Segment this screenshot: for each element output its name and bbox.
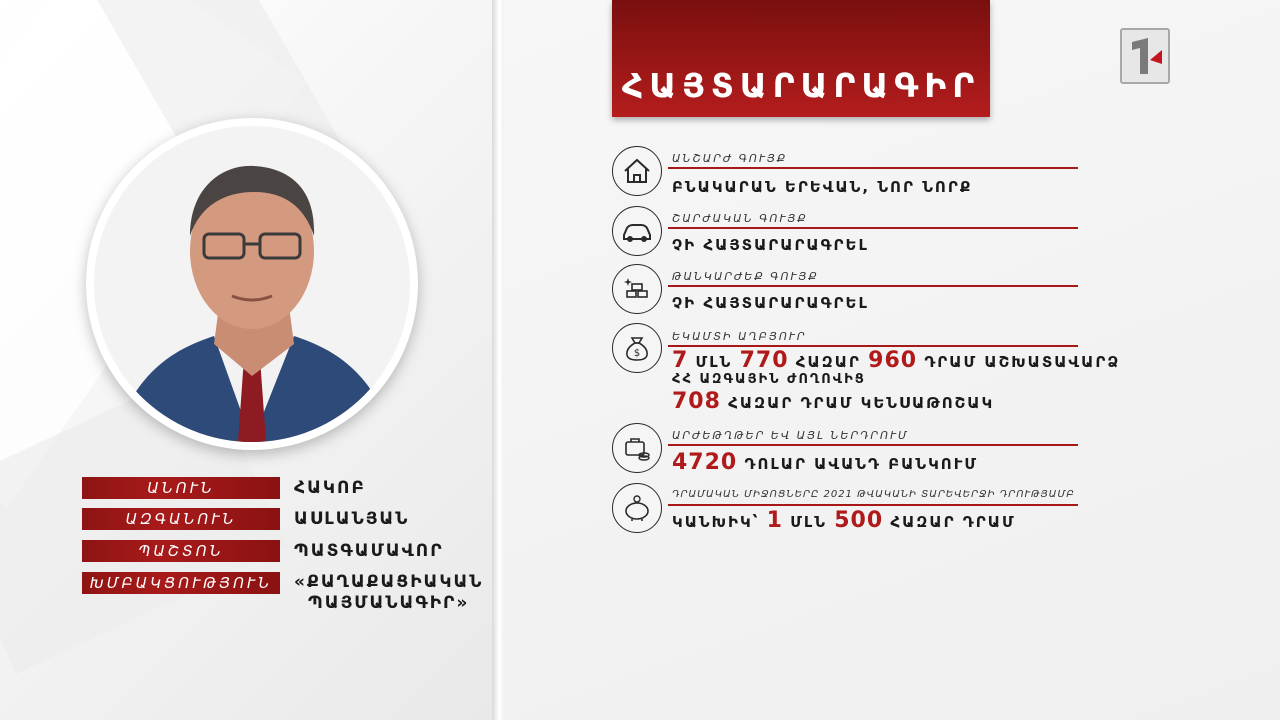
header-bar xyxy=(612,0,990,117)
cash-number: 500 xyxy=(834,508,884,533)
house-icon xyxy=(612,146,662,196)
page-title: ՀԱՅՏԱՐԱՐԱԳԻՐ xyxy=(621,66,981,105)
securities-label: ԱՐԺԵԹՂԹԵՐ ԵՎ ԱՅԼ ՆԵՐԴՐՈՒՄ xyxy=(672,429,909,442)
cash-text: ՀԱԶԱՐ ԴՐԱՄ xyxy=(890,513,1016,531)
briefcase-coins-icon xyxy=(612,423,662,473)
income-text: ԴՐԱՄ ԱՇԽԱՏԱՎԱՐՁ xyxy=(924,353,1121,371)
surname-value: ԱՍԼԱՆՅԱՆ xyxy=(294,509,410,529)
realestate-value: ԲՆԱԿԱՐԱՆ ԵՐԵՎԱՆ, ՆՈՐ ՆՈՐՔ xyxy=(672,178,973,196)
surname-label: ԱԶԳԱՆՈՒՆ xyxy=(82,508,280,530)
movable-label: ՇԱՐԺԱԿԱՆ ԳՈՒՅՔ xyxy=(672,212,808,225)
realestate-label: ԱՆՇԱՐԺ ԳՈՒՅՔ xyxy=(672,152,788,165)
income-line2: ՀՀ ԱԶԳԱՅԻՆ ԺՈՂՈՎԻՑ xyxy=(672,372,866,387)
income-number: 708 xyxy=(672,389,721,414)
cash-number: 1 xyxy=(766,508,783,533)
income-label: ԵԿԱՄՏԻ ԱՂԲՅՈՒՐ xyxy=(672,330,807,343)
securities-text: ԴՈԼԱՐ ԱՎԱՆԴ ԲԱՆԿՈՒՄ xyxy=(744,455,979,473)
faction-value-line1: «ՔԱՂԱՔԱՑԻԱԿԱՆ xyxy=(294,572,484,592)
money-bag-icon xyxy=(612,323,662,373)
income-number: 770 xyxy=(739,348,789,373)
cash-text: ԿԱՆԽԻԿ՝ xyxy=(672,513,760,531)
income-line1 xyxy=(672,348,1120,373)
faction-label: ԽՄԲԱԿՑՈՒԹՅՈՒՆ xyxy=(82,572,280,594)
car-icon xyxy=(612,206,662,256)
valuables-value: ՉԻ ՀԱՅՏԱՐԱՐԱԳՐԵԼ xyxy=(672,294,869,312)
income-text: ՀԱԶԱՐ ԴՐԱՄ ԿԵՆՍԱԹՈՇԱԿ xyxy=(728,394,995,412)
position-label: ՊԱՇՏՈՆ xyxy=(82,540,280,562)
faction-value xyxy=(294,572,514,614)
valuables-label: ԹԱՆԿԱՐԺԵՔ ԳՈՒՅՔ xyxy=(672,270,819,283)
cash-text: ՄԼՆ xyxy=(790,513,828,531)
svg-text:$: $ xyxy=(633,348,641,359)
portrait-photo xyxy=(94,126,410,442)
income-line3 xyxy=(672,389,994,414)
piggy-bank-icon xyxy=(612,483,662,533)
channel-logo xyxy=(1120,28,1170,84)
divider-line xyxy=(668,167,1078,169)
portrait-frame xyxy=(86,118,418,450)
position-value: ՊԱՏԳԱՄԱՎՈՐ xyxy=(294,541,444,561)
divider-line xyxy=(668,227,1078,229)
cash-label: ԴՐԱՄԱԿԱՆ ՄԻՋՈՑՆԵՐԸ 2021 ԹՎԱԿԱՆԻ ՏԱՐԵՎԵՐՋԻ ԴՐՈՒԹՅԱՄԲ xyxy=(672,489,1075,500)
income-number: 960 xyxy=(868,348,918,373)
faction-value-line2: ՊԱՅՄԱՆԱԳԻՐ» xyxy=(308,593,470,613)
cash-value xyxy=(672,508,1016,533)
name-label: ԱՆՈՒՆ xyxy=(82,477,280,499)
name-value: ՀԱԿՈԲ xyxy=(294,478,366,498)
divider-line xyxy=(668,444,1078,446)
divider-line xyxy=(668,504,1078,506)
movable-value: ՉԻ ՀԱՅՏԱՐԱՐԱԳՐԵԼ xyxy=(672,236,869,254)
income-number: 7 xyxy=(672,348,689,373)
divider-line xyxy=(668,345,1078,347)
divider-line xyxy=(668,285,1078,287)
securities-value xyxy=(672,450,978,475)
securities-number: 4720 xyxy=(672,450,738,475)
gold-bars-icon xyxy=(612,264,662,314)
income-text: ՄԼՆ xyxy=(695,353,733,371)
income-text: ՀԱԶԱՐ xyxy=(795,353,861,371)
